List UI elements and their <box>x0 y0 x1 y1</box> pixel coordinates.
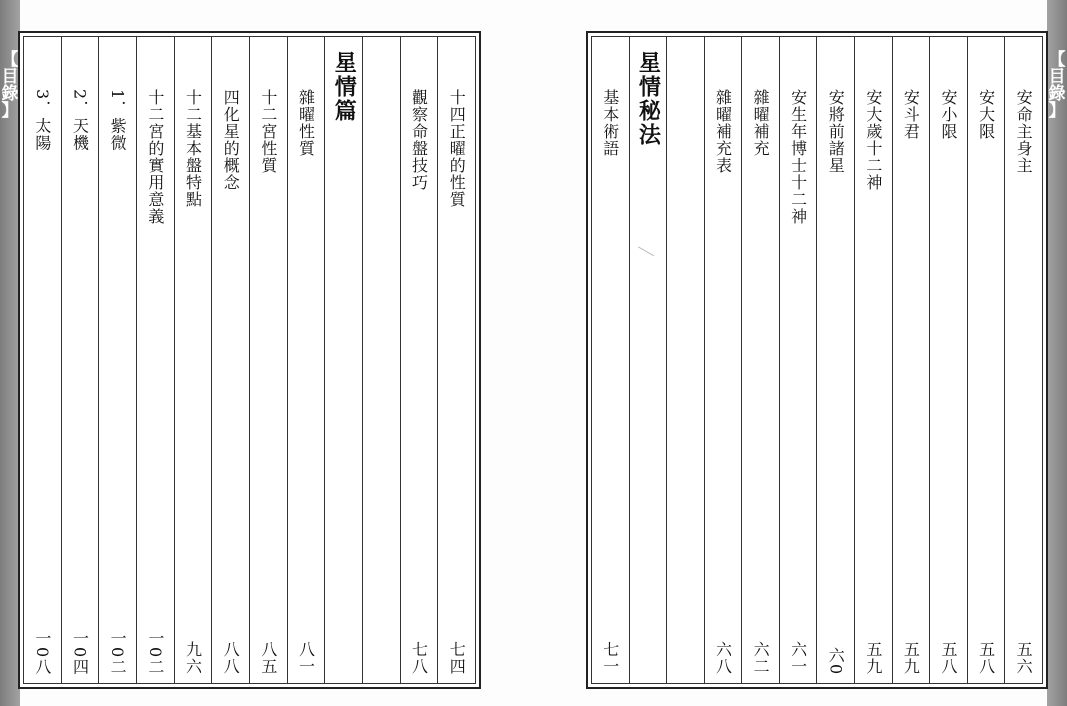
edge-tab-char: 目 <box>1048 67 1066 87</box>
toc-entry[interactable] <box>250 37 288 683</box>
toc-entry[interactable] <box>930 37 968 683</box>
toc-entry[interactable] <box>99 37 137 683</box>
toc-entry-title: 安生年博士十二神 <box>788 89 808 225</box>
toc-entry[interactable] <box>592 37 630 683</box>
toc-entry-page: 七一 <box>600 641 620 675</box>
toc-entry-page: 一0四 <box>70 629 90 675</box>
edge-tab-char: 目 <box>1 67 19 87</box>
toc-entry-title: 3．太陽 <box>32 89 52 152</box>
edge-tab-char: 】 <box>1048 101 1066 121</box>
toc-entry[interactable] <box>817 37 855 683</box>
toc-entry-page: 六0 <box>826 646 846 675</box>
toc-entry-page: 五九 <box>863 641 883 675</box>
toc-entry-page: 六二 <box>751 641 771 675</box>
toc-entry-title: 安命主身主 <box>1014 89 1034 174</box>
section-heading-text: 星情篇 <box>331 51 357 123</box>
toc-entry-page: 一0八 <box>32 629 52 675</box>
edge-tab-char: 【 <box>1 50 19 70</box>
toc-entry-page: 五八 <box>976 641 996 675</box>
toc-entry-title: 雜曜性質 <box>296 89 316 157</box>
toc-entry-page: 六八 <box>713 641 733 675</box>
toc-entry[interactable] <box>438 37 475 683</box>
toc-entry-page: 一0二 <box>145 629 165 675</box>
toc-entry-page: 七八 <box>409 641 429 675</box>
toc-entry-title: 安將前諸星 <box>826 89 846 174</box>
toc-entry[interactable] <box>780 37 818 683</box>
toc-page-left <box>18 31 481 689</box>
toc-grid-right <box>591 36 1043 684</box>
toc-section-heading <box>325 37 363 683</box>
toc-entry-title: 安大限 <box>976 89 996 140</box>
toc-entry[interactable] <box>1005 37 1042 683</box>
toc-entry-page: 六一 <box>788 641 808 675</box>
edge-tab-char: 錄 <box>1048 84 1066 104</box>
toc-entry-title: 十二宮的實用意義 <box>145 89 165 225</box>
section-heading-text: 星情秘法 <box>635 51 661 147</box>
toc-entry-page: 五六 <box>1014 641 1034 675</box>
toc-entry-page: 八一 <box>296 641 316 675</box>
toc-entry[interactable] <box>137 37 175 683</box>
edge-tab-right <box>1047 0 1067 706</box>
toc-entry-title: 雜曜補充表 <box>713 89 733 174</box>
toc-entry-page: 五八 <box>938 641 958 675</box>
toc-entry[interactable] <box>705 37 743 683</box>
edge-tab-char: 】 <box>1 101 19 121</box>
toc-entry[interactable] <box>212 37 250 683</box>
edge-tab-char: 【 <box>1048 50 1066 70</box>
toc-entry-page: 一0二 <box>108 629 128 675</box>
toc-entry[interactable] <box>401 37 439 683</box>
toc-entry[interactable] <box>62 37 100 683</box>
toc-entry-title: 安小限 <box>938 89 958 140</box>
toc-entry-title: 十四正曜的性質 <box>447 89 467 208</box>
toc-entry[interactable] <box>968 37 1006 683</box>
edge-tab-char: 錄 <box>1 84 19 104</box>
toc-entry-page: 五九 <box>901 641 921 675</box>
toc-entry-title: 十二宮性質 <box>258 89 278 174</box>
toc-entry-title: 安斗君 <box>901 89 921 140</box>
toc-section-heading <box>630 37 668 683</box>
toc-entry-title: 基本術語 <box>600 89 620 157</box>
toc-grid-left <box>23 36 476 684</box>
toc-entry-title: 雜曜補充 <box>751 89 771 157</box>
toc-entry[interactable] <box>24 37 62 683</box>
toc-entry-page: 七四 <box>447 641 467 675</box>
toc-entry-page: 八八 <box>221 641 241 675</box>
toc-entry[interactable] <box>742 37 780 683</box>
toc-empty-column <box>667 37 705 683</box>
toc-page-right <box>586 31 1048 689</box>
toc-entry-title: 安大歲十二神 <box>863 89 883 191</box>
toc-entry-page: 八五 <box>258 641 278 675</box>
toc-entry-title: 十二基本盤特點 <box>183 89 203 208</box>
toc-entry-title: 2．天機 <box>70 89 90 152</box>
toc-entry-title: 1．紫微 <box>108 89 128 152</box>
toc-entry-title: 觀察命盤技巧 <box>409 89 429 191</box>
toc-empty-column <box>363 37 401 683</box>
toc-entry[interactable] <box>855 37 893 683</box>
toc-entry-page: 九六 <box>183 641 203 675</box>
toc-entry-title: 四化星的概念 <box>221 89 241 191</box>
edge-tab-left <box>0 0 20 706</box>
toc-entry[interactable] <box>175 37 213 683</box>
toc-entry[interactable] <box>288 37 326 683</box>
toc-entry[interactable] <box>893 37 931 683</box>
